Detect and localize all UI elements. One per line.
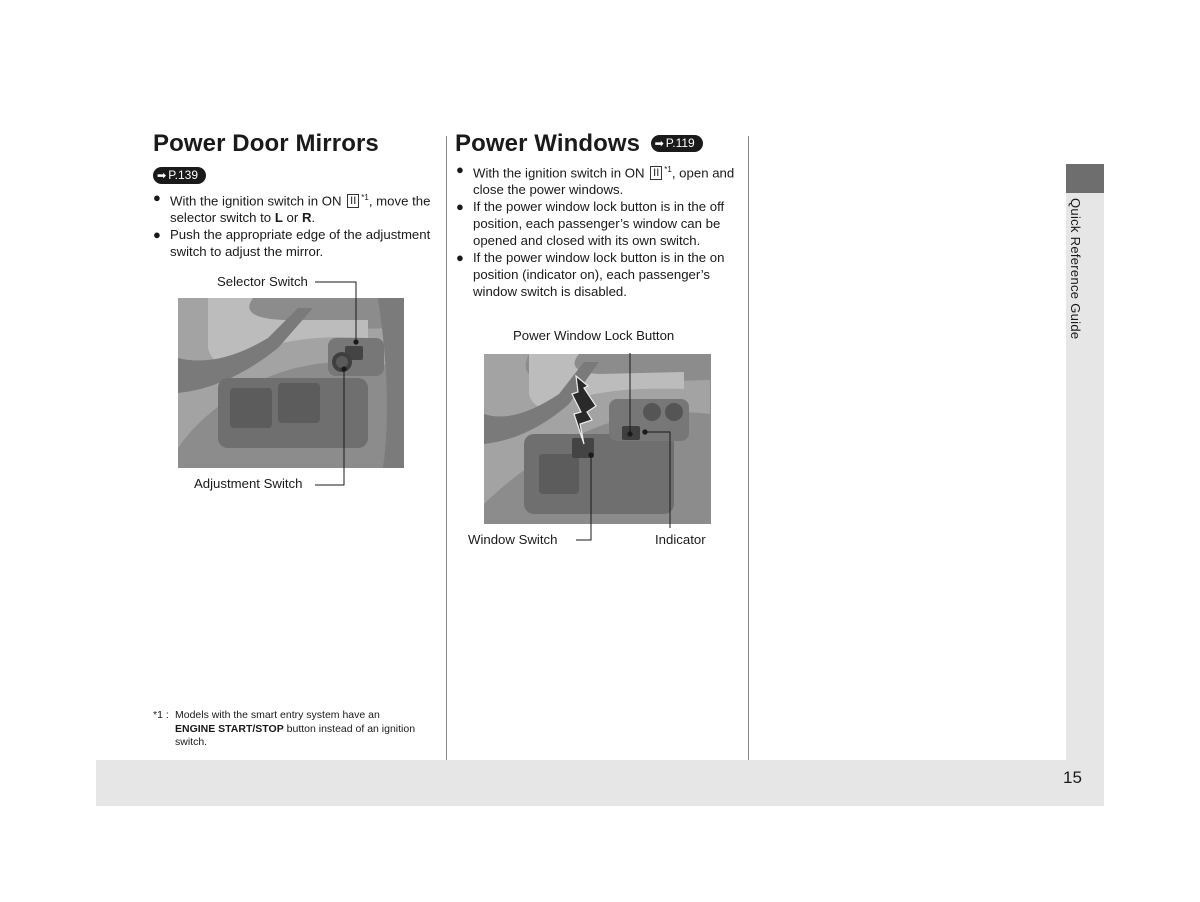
list-item: ● If the power window lock button is in the off position, each passenger’s window can be opened and closed with its own switch.: [456, 199, 725, 249]
bullet-list: [456, 161, 741, 300]
indicator-label: Indicator: [655, 532, 706, 547]
bottom-band: [96, 760, 1104, 806]
column-divider: [446, 136, 447, 760]
ignition-key-icon: II: [347, 194, 359, 208]
list-item: ● With the ignition switch in ON II $^{*1}$, move the selector switch to L or R.: [153, 190, 431, 226]
section-title: Power Door Mirrors: [153, 130, 379, 157]
page-reference-link[interactable]: ➡ P.119: [651, 135, 703, 152]
footnote: *1 : Models with the smart entry system have an ENGINE START/STOP button instead of an ignition switch.: [153, 709, 416, 748]
right-leader-lines: [470, 330, 730, 550]
page-reference-link[interactable]: ➡ P.139: [153, 167, 206, 185]
column-divider: [748, 136, 749, 760]
window-switch-label: Window Switch: [468, 532, 558, 547]
left-leader-lines: [178, 270, 404, 490]
list-item: ● Push the appropriate edge of the adjustment switch to adjust the mirror.: [153, 227, 431, 260]
bullet-list: [153, 189, 438, 260]
arrow-right-icon: ➡: [654, 138, 664, 150]
list-item: ● If the power window lock button is in the on position (indicator on), each passenger’s window switch is disabled.: [456, 250, 725, 300]
list-item: ● With the ignition switch in ON II $^{*1}$, open and close the power windows.: [456, 162, 735, 198]
ignition-key-icon: II: [650, 166, 662, 180]
arrow-right-icon: ➡: [157, 170, 167, 183]
section-tab[interactable]: [1066, 164, 1104, 193]
section-tab-label: Quick Reference Guide: [1068, 198, 1083, 340]
page-number: 15: [1063, 768, 1082, 787]
section-title: Power Windows: [455, 130, 641, 157]
adjustment-switch-label: Adjustment Switch: [194, 476, 303, 491]
power-window-lock-button-label: Power Window Lock Button: [513, 328, 675, 343]
selector-switch-label: Selector Switch: [217, 274, 308, 289]
